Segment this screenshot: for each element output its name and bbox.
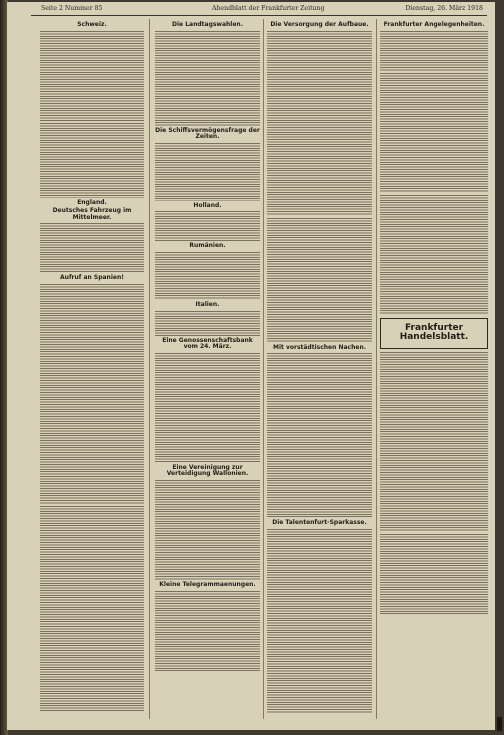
section-heading: Die Landtagswahlen. [172, 21, 243, 28]
newspaper-page [7, 2, 495, 730]
column-divider [149, 19, 150, 719]
article-body [155, 143, 260, 201]
header-rule [31, 15, 487, 16]
section-heading: Mit vorstädtischen Nachen. [272, 343, 367, 351]
section-heading: Aufruf an Spanien! [60, 274, 124, 282]
paper-title: Abendblatt der Frankfurter Zeitung [212, 5, 325, 12]
article-body [380, 352, 488, 532]
article-body [40, 123, 144, 198]
article-body [155, 353, 260, 463]
column-3 [267, 20, 372, 720]
article-body [40, 31, 144, 121]
article-body [267, 31, 372, 216]
article-body [380, 31, 488, 71]
article-body [155, 311, 260, 336]
column-4 [380, 20, 488, 720]
article-body [40, 284, 144, 504]
article-body [380, 534, 488, 614]
article-body [155, 252, 260, 300]
article-body [267, 218, 372, 343]
section-box [380, 318, 488, 350]
article-body [267, 529, 372, 714]
section-heading: Holland. [193, 201, 222, 209]
section-heading: Italien. [195, 300, 220, 308]
section-heading: Frankfurter Angelegenheiten. [383, 21, 485, 28]
section-heading: Schweiz. [77, 21, 107, 28]
article-body [155, 31, 260, 126]
section-heading: Frankfurter Handelsblatt. [399, 322, 469, 343]
column-divider [263, 19, 264, 719]
section-heading: Die Schiffsvermögensfrage der Zeiten. [155, 126, 260, 141]
section-heading: Eine Genossenschaftsbank vom 24. März. [162, 336, 253, 351]
column-1 [40, 20, 144, 720]
article-body [380, 195, 488, 315]
section-heading: Die Versorgung der Aufbaue. [270, 21, 369, 28]
section-heading: England. [77, 198, 107, 206]
page-number: Seite 2 Nummer 85 [41, 5, 103, 12]
section-heading: Kleine Telegrammaenungen. [159, 580, 256, 588]
article-body [155, 591, 260, 671]
section-heading: Eine Vereinigung zur Verteidigung Wallonien. [166, 463, 249, 478]
section-heading: Deutsches Fahrzeug im Mittelmeer. [52, 207, 132, 221]
column-divider [376, 19, 377, 719]
article-body [380, 73, 488, 193]
page-edge-shadow [497, 717, 502, 731]
section-heading: Rumänien. [189, 242, 226, 250]
article-body [155, 211, 260, 241]
article-body [267, 353, 372, 518]
article-body [40, 223, 144, 273]
section-heading: Die Talentenfurt-Sparkasse. [272, 519, 367, 527]
article-body [40, 506, 144, 711]
issue-date: Dienstag, 26. März 1918 [405, 5, 483, 12]
column-2 [155, 20, 260, 720]
article-body [155, 480, 260, 580]
